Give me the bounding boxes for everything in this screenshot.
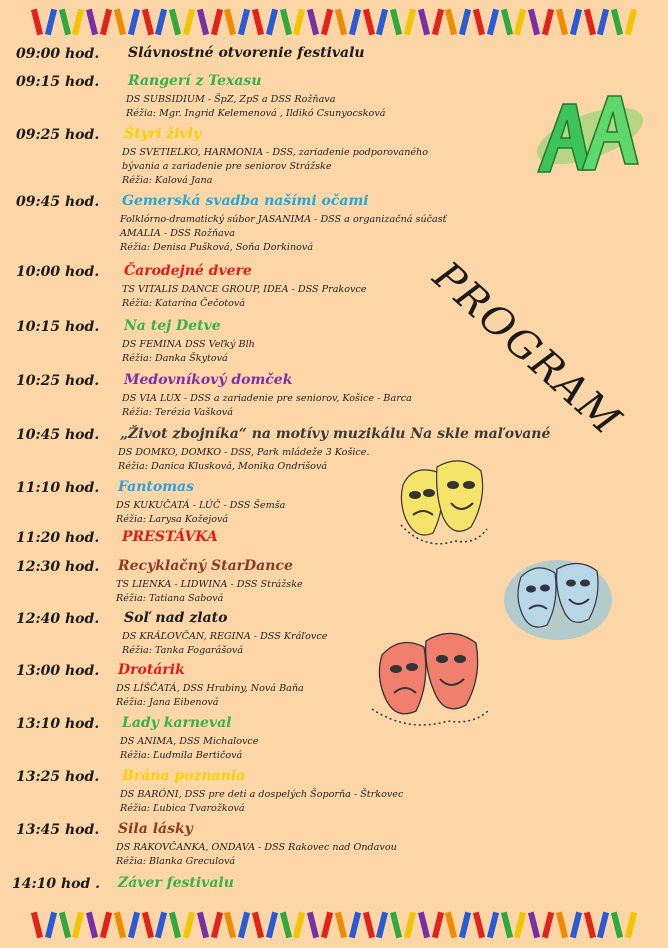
entry-detail: DS VIA LUX - DSS a zariadenie pre seniorov, Košice - Barca [122, 393, 412, 404]
flag-decoration [459, 912, 471, 939]
entry-title: Medovníkový domček [124, 372, 293, 388]
flag-decoration [211, 9, 223, 36]
entry-time: 14:10 hod . [12, 876, 101, 892]
entry-detail: Réžia: Larysa Kožejová [116, 514, 229, 525]
entry-time: 13:45 hod. [16, 822, 100, 838]
entry-time: 09:45 hod. [16, 194, 100, 210]
entry-title: Gemerská svadba našími očami [122, 193, 369, 209]
flag-decoration [45, 9, 57, 36]
entry-title: Drotárik [118, 662, 185, 678]
entry-title: Záver festivalu [118, 875, 234, 891]
flag-decoration [100, 912, 112, 939]
flag-decoration [597, 912, 609, 939]
entry-time: 13:10 hod. [16, 716, 100, 732]
flag-decoration [583, 9, 595, 36]
theater-mask-yellow-icon [395, 455, 490, 555]
flag-decoration [570, 912, 582, 939]
flag-decoration [224, 9, 236, 36]
entry-detail: DS SUBSIDIUM - ŠpZ, ZpS a DSS Rožňava [126, 94, 336, 105]
entry-detail: bývania a zariadenie pre seniorov Strážske [122, 161, 332, 172]
flag-decoration [155, 9, 167, 36]
entry-detail: DS BARÓNI, DSS pre deti a dospelých Šoporňa - Štrkovec [120, 789, 404, 800]
aa-logo-icon [528, 92, 648, 177]
flag-decoration [197, 9, 209, 36]
entry-title: Rangerí z Texasu [128, 73, 262, 89]
flag-decoration [501, 912, 513, 939]
entry-time: 09:25 hod. [16, 127, 100, 143]
flag-decoration [238, 912, 250, 939]
flag-decoration [473, 9, 485, 36]
flag-decoration [59, 912, 71, 939]
flag-decoration [293, 912, 305, 939]
entry-detail: DS KUKUČATÁ - LÚČ - DSS Šemša [116, 500, 286, 511]
entry-detail: DS ANIMA, DSS Michalovce [120, 736, 259, 747]
flag-decoration [252, 9, 264, 36]
flag-decoration [86, 912, 98, 939]
entry-time: 09:00 hod. [16, 46, 100, 62]
flag-decoration [266, 912, 278, 939]
entry-time: 12:30 hod. [16, 559, 100, 575]
entry-title: Štyri živly [124, 126, 202, 142]
flag-decoration [556, 912, 568, 939]
flag-decoration [445, 912, 457, 939]
entry-time: 10:45 hod. [16, 427, 100, 443]
flag-decoration [418, 912, 430, 939]
flag-decoration [307, 912, 319, 939]
entry-detail: DS DOMKO, DOMKO - DSS, Park mládeže 3 Košice. [118, 447, 370, 458]
entry-title: Slávnostné otvorenie festivalu [128, 45, 365, 61]
flag-decoration [542, 9, 554, 36]
entry-title: Soľ nad zlato [124, 610, 228, 626]
flag-decoration [514, 9, 526, 36]
entry-detail: Réžia: Ľudmila Bertičová [120, 750, 243, 761]
entry-title: Brána poznania [122, 768, 246, 784]
flag-decoration [307, 9, 319, 36]
entry-detail: TS LIENKA - LIDWINA - DSS Strážske [116, 579, 303, 590]
flag-decoration [404, 912, 416, 939]
entry-detail: Réžia: Danica Klusková, Monika Ondrišová [118, 461, 328, 472]
flag-decoration [238, 9, 250, 36]
flag-decoration [611, 9, 623, 36]
flag-decoration [625, 912, 637, 939]
theater-mask-red-icon [368, 625, 493, 735]
flag-decoration [183, 912, 195, 939]
entry-detail: Réžia: Tatiana Sabová [116, 593, 224, 604]
flag-decoration [169, 9, 181, 36]
entry-title: „Život zbojníka“ na motívy muzikálu Na skle maľované [120, 426, 551, 442]
flag-decoration [376, 9, 388, 36]
flag-decoration [390, 912, 402, 939]
entry-detail: Réžia: Jana Eibenová [116, 697, 219, 708]
flag-decoration [432, 9, 444, 36]
entry-detail: Réžia: Mgr. Ingrid Kelemenová , Ildikó Csunyocsková [126, 108, 386, 119]
entry-title: Sila lásky [118, 821, 193, 837]
flag-decoration [432, 912, 444, 939]
flag-decoration [72, 9, 84, 36]
entry-detail: Réžia: Danka Škytová [122, 353, 228, 364]
flag-decoration [376, 912, 388, 939]
flag-decoration [542, 912, 554, 939]
flag-decoration [335, 9, 347, 36]
flag-decoration [625, 9, 637, 36]
entry-time: 09:15 hod. [16, 74, 100, 90]
entry-detail: Réžia: Kalová Jana [122, 175, 213, 186]
flag-decoration [128, 912, 140, 939]
flag-decoration [169, 912, 181, 939]
entry-time: 11:10 hod. [16, 480, 100, 496]
flag-decoration [335, 912, 347, 939]
flag-decoration [473, 912, 485, 939]
entry-detail: TS VITALIS DANCE GROUP, IDEA - DSS Prakovce [122, 284, 367, 295]
flag-decoration [197, 912, 209, 939]
entry-detail: Réžia: Terézia Vašková [122, 407, 233, 418]
flag-decoration [362, 9, 374, 36]
flag-decoration [59, 9, 71, 36]
flag-decoration [349, 912, 361, 939]
flag-decoration [459, 9, 471, 36]
flag-decoration [280, 912, 292, 939]
entry-detail: Réžia: Blanka Greculová [116, 856, 236, 867]
flag-decoration [390, 9, 402, 36]
entry-time: 10:00 hod. [16, 264, 100, 280]
flag-decoration [86, 9, 98, 36]
flag-decoration [114, 9, 126, 36]
entry-detail: Réžia: Tanka Fogarášová [122, 645, 244, 656]
flag-decoration [224, 912, 236, 939]
entry-title: Lady karneval [122, 715, 232, 731]
flag-decoration [141, 9, 153, 36]
flag-decoration [31, 912, 43, 939]
flag-decoration [404, 9, 416, 36]
entry-title: Fantomas [118, 479, 194, 495]
flag-decoration [72, 912, 84, 939]
flag-decoration [114, 912, 126, 939]
flag-decoration [141, 912, 153, 939]
flag-decoration [321, 9, 333, 36]
flag-decoration [45, 912, 57, 939]
entry-title: Na tej Detve [124, 318, 221, 334]
theater-mask-blue-icon [503, 555, 613, 645]
entry-time: 13:25 hod. [16, 769, 100, 785]
flag-decoration [293, 9, 305, 36]
flag-decoration [556, 9, 568, 36]
flag-decoration [31, 9, 43, 36]
flag-decoration [321, 912, 333, 939]
flag-decoration [528, 912, 540, 939]
flag-decoration [100, 9, 112, 36]
entry-time: 11:20 hod. [16, 530, 100, 546]
entry-title: Čarodejné dvere [124, 263, 252, 279]
entry-detail: Réžia: Katarína Čečotová [122, 298, 246, 309]
flag-decoration [418, 9, 430, 36]
flag-decoration [487, 9, 499, 36]
program-heading: PROGRAM [424, 253, 631, 445]
entry-detail: DS SVETIELKO, HARMONIA - DSS, zariadenie podporovaného [122, 147, 429, 158]
entry-detail: Réžia: Ľubica Tvarožková [120, 803, 245, 814]
entry-detail: DS KRÁĽOVČAN, REGINA - DSS Kráľovce [122, 631, 328, 642]
entry-title: PRESTÁVKA [122, 529, 218, 545]
entry-time: 12:40 hod. [16, 611, 100, 627]
flag-decoration [183, 9, 195, 36]
entry-detail: Folklórno-dramatický súbor JASANIMA - DSS a organizačná súčasť [120, 214, 447, 225]
flag-decoration [128, 9, 140, 36]
flag-decoration [501, 9, 513, 36]
flag-decoration [155, 912, 167, 939]
entry-detail: DS FEMINA DSS Veľký Blh [122, 339, 255, 350]
entry-detail: AMALIA - DSS Rožňava [120, 228, 235, 239]
entry-time: 13:00 hod. [16, 663, 100, 679]
flag-decoration [514, 912, 526, 939]
entry-detail: Réžia: Denisa Pušková, Soňa Dorkinová [120, 242, 314, 253]
flag-decoration [528, 9, 540, 36]
flag-decoration [597, 9, 609, 36]
flag-decoration [611, 912, 623, 939]
flag-decoration [570, 9, 582, 36]
entry-time: 10:15 hod. [16, 319, 100, 335]
flag-decoration [487, 912, 499, 939]
entry-title: Recyklačný StarDance [118, 558, 293, 574]
flag-decoration [252, 912, 264, 939]
flag-decoration [583, 912, 595, 939]
entry-detail: DS RAKOVČANKA, ONDAVA - DSS Rakovec nad Ondavou [116, 842, 397, 853]
flag-garland-top [34, 9, 634, 39]
entry-time: 10:25 hod. [16, 373, 100, 389]
entry-detail: DS LÍŠČATÁ, DSS Hrabiny, Nová Baňa [116, 683, 304, 694]
flag-decoration [280, 9, 292, 36]
flag-decoration [362, 912, 374, 939]
flag-decoration [445, 9, 457, 36]
flag-decoration [349, 9, 361, 36]
flag-decoration [211, 912, 223, 939]
flag-decoration [266, 9, 278, 36]
flag-garland-bottom [34, 912, 634, 942]
